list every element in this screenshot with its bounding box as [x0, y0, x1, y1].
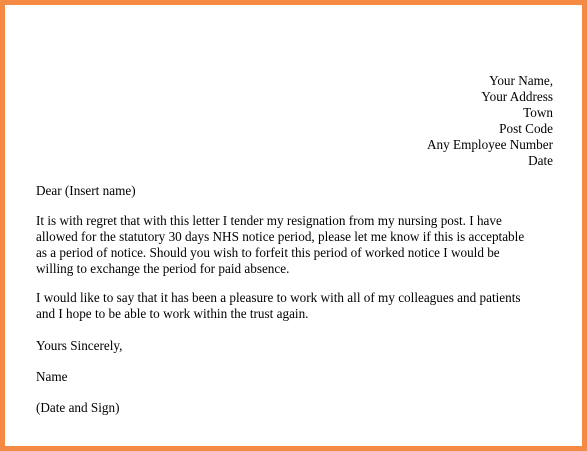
sender-employee-number: Any Employee Number	[427, 137, 553, 152]
paragraph-line: and I hope to be able to work within the trust again.	[36, 306, 309, 321]
closing: Yours Sincerely,	[36, 338, 123, 353]
paragraph-resignation	[36, 213, 566, 277]
paragraph-thanks	[36, 290, 566, 322]
salutation: Dear (Insert name)	[36, 183, 136, 198]
date-and-sign: (Date and Sign)	[36, 400, 120, 415]
paragraph-line: It is with regret that with this letter I tender my resignation from my nursing post. I have	[36, 213, 502, 228]
sender-post-code: Post Code	[499, 121, 553, 136]
sender-town: Town	[523, 105, 553, 120]
signature-name: Name	[36, 369, 68, 384]
paragraph-line: I would like to say that it has been a pleasure to work with all of my colleagues and patients	[36, 290, 521, 305]
letter-body	[36, 183, 566, 416]
paragraph-line: willing to exchange the period for paid absence.	[36, 261, 290, 276]
sender-address: Your Address	[481, 89, 553, 104]
paragraph-line: allowed for the statutory 30 days NHS notice period, please let me know if this is acceptable	[36, 229, 525, 244]
sender-name: Your Name,	[489, 73, 553, 88]
paragraph-line: as a period of notice. Should you wish to forfeit this period of worked notice I would be	[36, 245, 500, 260]
letter-date: Date	[528, 153, 553, 168]
sender-address-block	[427, 73, 553, 169]
